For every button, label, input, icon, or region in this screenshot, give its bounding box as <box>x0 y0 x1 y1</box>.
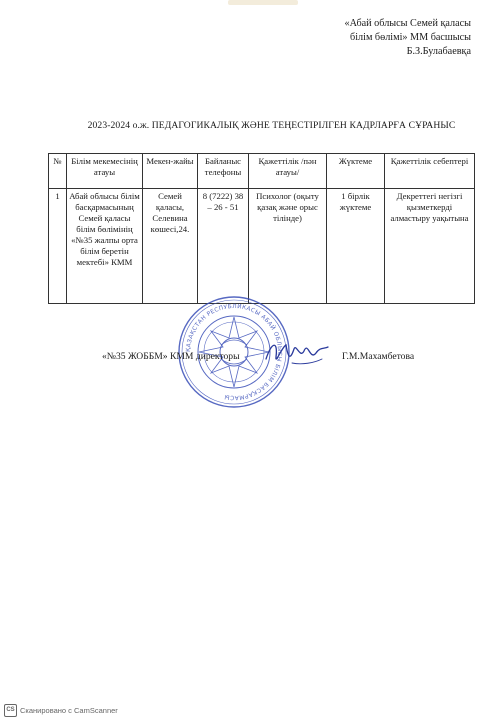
header-institution: Білім мекемесінің атауы <box>67 154 143 189</box>
cell-phone: 8 (7222) 38 – 26 - 51 <box>198 189 249 304</box>
camscanner-logo-icon: CS <box>4 704 17 717</box>
header-reason: Қажеттілік себептері <box>385 154 475 189</box>
svg-text:ҚАЗАҚСТАН РЕСПУБЛИКАСЫ АБАЙ ОБ: ҚАЗАҚСТАН РЕСПУБЛИКАСЫ АБАЙ ОБЛЫСЫ БІЛІМ БАСҚАРМАСЫ <box>185 303 283 401</box>
top-edge-smudge <box>228 0 298 5</box>
table-row <box>49 189 475 304</box>
director-signature <box>262 335 332 371</box>
scanner-note: Сканировано с CamScanner <box>20 706 118 715</box>
document-title: 2023-2024 о.ж. ПЕДАГОГИКАЛЫҚ ЖӘНЕ ТЕҢЕСТІРІЛГЕН КАДРЛАРҒА СҰРАНЫС <box>87 120 456 131</box>
header-phone: Байланыс телефоны <box>198 154 249 189</box>
header-address: Мекен-жайы <box>143 154 198 189</box>
cell-number: 1 <box>49 189 67 304</box>
cell-institution: Абай облысы білім басқармасының Семей қаласы білім бөлімінің «№35 жалпы орта білім беретін мектебі» КММ <box>67 189 143 304</box>
header-load: Жүктеме <box>327 154 385 189</box>
addressee-line: білім бөлімі» ММ басшысы <box>350 32 471 43</box>
director-position: «№35 ЖОББМ» КММ директоры <box>102 351 240 362</box>
scanner-watermark <box>4 704 118 717</box>
addressee-line: Б.З.Булабаевқа <box>406 46 471 57</box>
cell-address: Семей қаласы, Селевина көшесі,24. <box>143 189 198 304</box>
director-name: Г.М.Махамбетова <box>342 351 415 362</box>
table-header-row <box>49 154 475 189</box>
header-need: Қажеттілік /пән атауы/ <box>249 154 327 189</box>
addressee-block <box>231 17 471 59</box>
cell-load: 1 бірлік жүктеме <box>327 189 385 304</box>
request-table <box>48 153 475 304</box>
cell-need: Психолог (оқыту қазақ және орыс тілінде) <box>249 189 327 304</box>
header-number: № <box>49 154 67 189</box>
cell-reason: Декреттегі негізгі қызметкерді алмастыру уақытына <box>385 189 475 304</box>
addressee-line: «Абай облысы Семей қаласы <box>344 18 471 29</box>
